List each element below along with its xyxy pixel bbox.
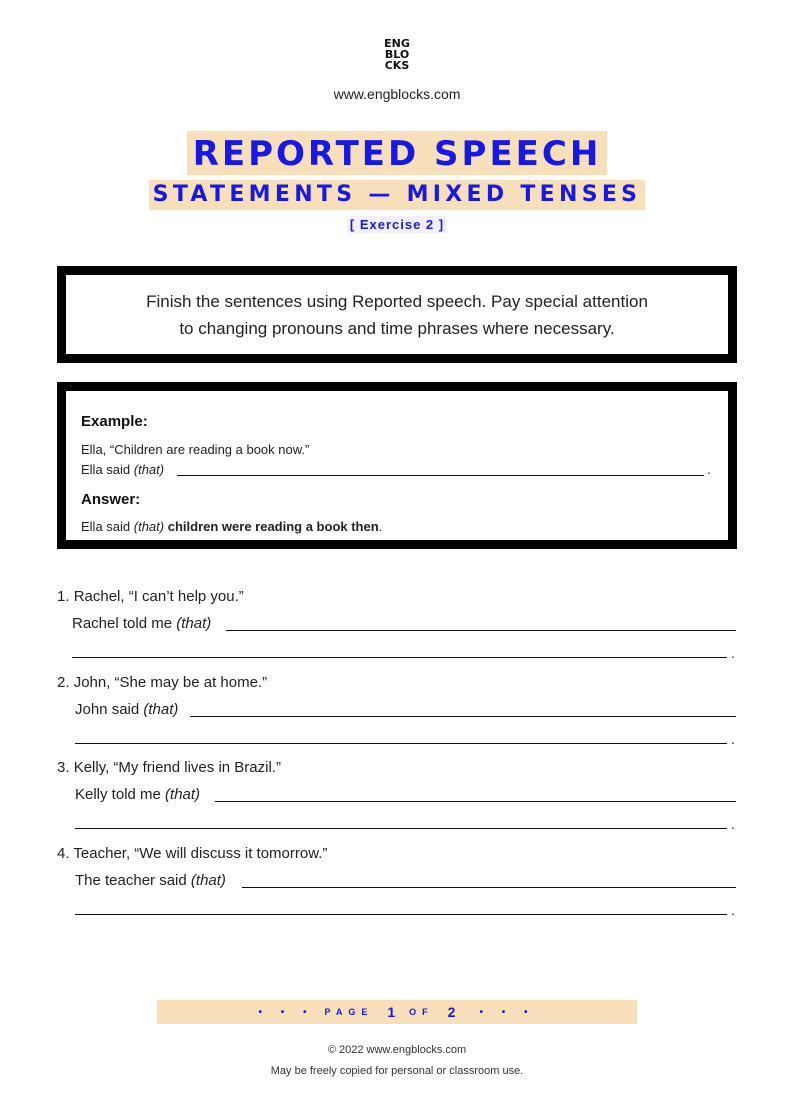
question-2 — [57, 674, 267, 691]
logo-line-3: CKS — [384, 59, 410, 72]
question-3 — [57, 759, 281, 776]
dots-right: • • • — [479, 1006, 536, 1018]
answer-line-3a[interactable] — [215, 801, 736, 802]
question-quote: Kelly, “My friend lives in Brazil.” — [73, 759, 281, 776]
answer-line-1b[interactable] — [72, 657, 727, 658]
answer-line-3b[interactable] — [75, 828, 727, 829]
question-quote: Rachel, “I can’t help you.” — [73, 588, 244, 605]
answer-label: Answer: — [81, 491, 141, 508]
question-that: (that) — [143, 701, 179, 718]
example-box — [57, 382, 737, 549]
period: . — [731, 645, 735, 661]
question-4-prompt — [75, 872, 226, 889]
question-prompt: John said — [75, 701, 140, 718]
exercise-label: [ Exercise 2 ] — [347, 216, 447, 233]
example-prompt-text: Ella said — [81, 462, 131, 477]
answer-period: . — [378, 519, 383, 534]
example-prompt — [81, 462, 164, 477]
answer-line-2a[interactable] — [190, 716, 736, 717]
question-4 — [57, 845, 327, 862]
answer-that: (that) — [133, 519, 165, 534]
question-prompt: Kelly told me — [75, 786, 161, 803]
logo-line-2: BLO — [384, 48, 410, 61]
site-url: www.engblocks.com — [333, 86, 461, 102]
question-number: 1. — [57, 588, 70, 605]
example-that: (that) — [133, 462, 165, 477]
question-number: 2. — [57, 674, 70, 691]
question-1 — [57, 588, 244, 605]
instructions-text — [97, 288, 697, 342]
answer-text: children were reading a book then — [167, 519, 379, 534]
question-2-prompt — [75, 701, 178, 718]
question-3-prompt — [75, 786, 200, 803]
period: . — [731, 816, 735, 832]
example-answer — [81, 519, 382, 534]
answer-line-4b[interactable] — [75, 914, 727, 915]
question-1-prompt — [72, 615, 211, 632]
question-that: (that) — [190, 872, 226, 889]
period: . — [731, 731, 735, 747]
page-subtitle: STATEMENTS — MIXED TENSES — [149, 180, 646, 210]
page-indicator — [157, 1000, 637, 1024]
answer-prompt: Ella said — [81, 519, 131, 534]
license-note: May be freely copied for personal or classroom use. — [270, 1065, 524, 1077]
example-answer-line — [177, 475, 704, 476]
page-title: REPORTED SPEECH — [187, 131, 608, 175]
page-word: PAGE — [324, 1007, 374, 1017]
engblocks-logo — [0, 38, 794, 74]
question-number: 3. — [57, 759, 70, 776]
period: . — [731, 902, 735, 918]
instructions-line-1: Finish the sentences using Reported speech. Pay special attention — [146, 291, 648, 311]
copyright: © 2022 www.engblocks.com — [327, 1044, 467, 1056]
question-prompt: Rachel told me — [72, 615, 173, 632]
example-quote: Ella, “Children are reading a book now.” — [81, 442, 310, 457]
question-quote: Teacher, “We will discuss it tomorrow.” — [73, 845, 328, 862]
page-current: 1 — [387, 1004, 396, 1020]
instructions-line-2: to changing pronouns and time phrases where necessary. — [179, 318, 615, 338]
question-prompt: The teacher said — [75, 872, 187, 889]
question-that: (that) — [165, 786, 201, 803]
of-word: OF — [409, 1007, 434, 1017]
instructions-box — [57, 266, 737, 363]
question-quote: John, “She may be at home.” — [73, 674, 268, 691]
example-label: Example: — [81, 413, 148, 430]
answer-line-4a[interactable] — [242, 887, 736, 888]
question-that: (that) — [176, 615, 212, 632]
answer-line-2b[interactable] — [75, 743, 727, 744]
answer-line-1a[interactable] — [226, 630, 736, 631]
page-total: 2 — [447, 1004, 456, 1020]
logo-line-1: ENG — [384, 37, 410, 50]
question-number: 4. — [57, 845, 70, 862]
example-period: . — [707, 461, 711, 477]
dots-left: • • • — [258, 1006, 315, 1018]
